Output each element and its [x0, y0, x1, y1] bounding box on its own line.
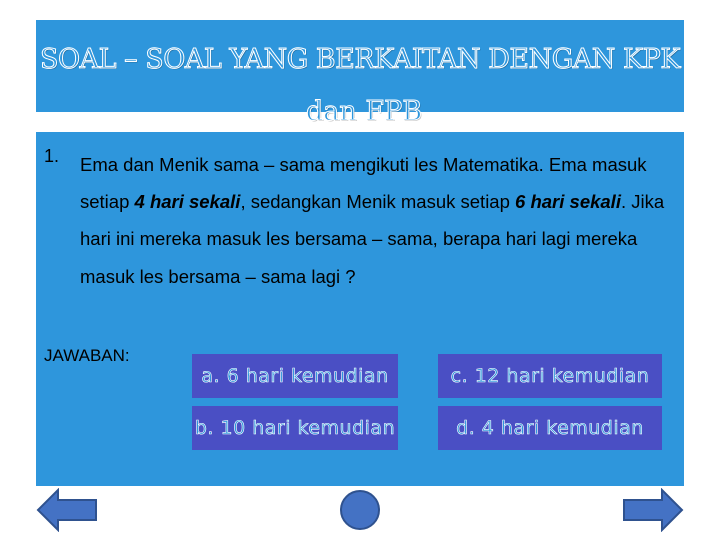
slide-title-line2: dan FPB: [306, 96, 423, 127]
question-text: [80, 146, 680, 295]
slide-title-line1: SOAL – SOAL YANG BERKAITAN DENGAN KPK: [40, 44, 680, 75]
next-slide-button[interactable]: [622, 488, 684, 532]
circle-home-icon: [339, 489, 381, 531]
question-emphasis-1: 4 hari sekali: [134, 191, 241, 213]
option-c-button[interactable]: c. 12 hari kemudian: [438, 354, 662, 398]
question-emphasis-2: 6 hari sekali: [515, 191, 621, 213]
previous-slide-button[interactable]: [36, 488, 98, 532]
home-button[interactable]: [339, 489, 381, 531]
question-text-part2: , sedangkan Menik masuk setiap: [240, 191, 516, 213]
question-text-part3: . Jika hari ini mereka masuk les bersama – sama, berapa hari lagi mereka masuk les bersama – sama lagi ?: [80, 191, 665, 287]
question-text-part1: Ema dan Menik sama – sama mengikuti les Matematika. Ema masuk setiap: [80, 154, 647, 213]
right-arrow-icon: [622, 488, 684, 532]
question-number: 1.: [44, 146, 60, 166]
option-b-button[interactable]: b. 10 hari kemudian: [192, 406, 398, 450]
option-a-button[interactable]: a. 6 hari kemudian: [192, 354, 398, 398]
question-panel: [36, 132, 684, 486]
option-d-button[interactable]: d. 4 hari kemudian: [438, 406, 662, 450]
title-panel: [36, 20, 684, 127]
answer-label: JAWABAN:: [44, 346, 130, 365]
left-arrow-icon: [36, 488, 98, 532]
